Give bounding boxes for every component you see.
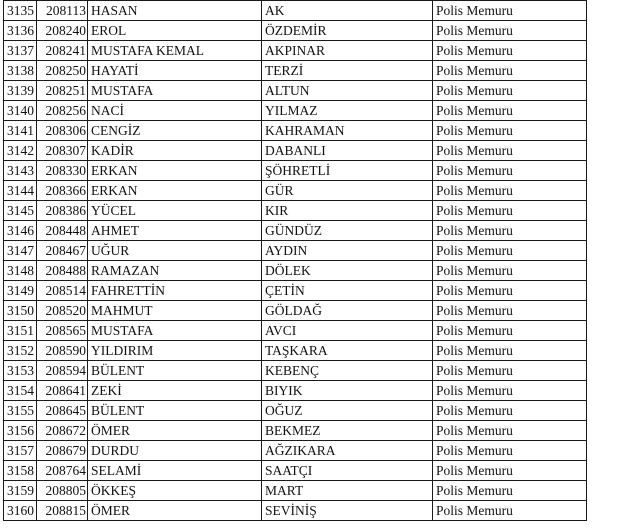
- row-number-cell: 3136: [4, 21, 37, 41]
- table-row: [4, 61, 587, 81]
- row-number-cell: 3151: [4, 321, 37, 341]
- first-name-cell: KADİR: [88, 141, 262, 161]
- last-name-cell: BEKMEZ: [262, 421, 433, 441]
- table-row: [4, 1, 587, 21]
- registry-number-cell: 208250: [37, 61, 88, 81]
- rank-title-cell: Polis Memuru: [433, 341, 587, 361]
- rank-title-cell: Polis Memuru: [433, 81, 587, 101]
- registry-number-cell: 208467: [37, 241, 88, 261]
- rank-title-cell: Polis Memuru: [433, 21, 587, 41]
- row-number-cell: 3141: [4, 121, 37, 141]
- registry-number-cell: 208645: [37, 401, 88, 421]
- row-number-cell: 3155: [4, 401, 37, 421]
- row-number-cell: 3146: [4, 221, 37, 241]
- rank-title-cell: Polis Memuru: [433, 261, 587, 281]
- registry-number-cell: 208672: [37, 421, 88, 441]
- rank-title-cell: Polis Memuru: [433, 201, 587, 221]
- table-row: [4, 241, 587, 261]
- first-name-cell: EROL: [88, 21, 262, 41]
- table-row: [4, 121, 587, 141]
- rank-title-cell: Polis Memuru: [433, 501, 587, 521]
- last-name-cell: GÖLDAĞ: [262, 301, 433, 321]
- last-name-cell: GÜNDÜZ: [262, 221, 433, 241]
- row-number-cell: 3157: [4, 441, 37, 461]
- rank-title-cell: Polis Memuru: [433, 121, 587, 141]
- first-name-cell: AHMET: [88, 221, 262, 241]
- rank-title-cell: Polis Memuru: [433, 281, 587, 301]
- first-name-cell: MUSTAFA: [88, 81, 262, 101]
- first-name-cell: BÜLENT: [88, 361, 262, 381]
- registry-number-cell: 208520: [37, 301, 88, 321]
- row-number-cell: 3159: [4, 481, 37, 501]
- first-name-cell: MUSTAFA KEMAL: [88, 41, 262, 61]
- first-name-cell: ÖMER: [88, 421, 262, 441]
- rank-title-cell: Polis Memuru: [433, 421, 587, 441]
- rank-title-cell: Polis Memuru: [433, 161, 587, 181]
- row-number-cell: 3156: [4, 421, 37, 441]
- table-row: [4, 261, 587, 281]
- first-name-cell: ÖMER: [88, 501, 262, 521]
- first-name-cell: NACİ: [88, 101, 262, 121]
- row-number-cell: 3140: [4, 101, 37, 121]
- registry-number-cell: 208366: [37, 181, 88, 201]
- table-row: [4, 181, 587, 201]
- registry-number-cell: 208306: [37, 121, 88, 141]
- first-name-cell: HAYATİ: [88, 61, 262, 81]
- table-row: [4, 401, 587, 421]
- row-number-cell: 3142: [4, 141, 37, 161]
- first-name-cell: UĞUR: [88, 241, 262, 261]
- table-row: [4, 101, 587, 121]
- row-number-cell: 3150: [4, 301, 37, 321]
- table-row: [4, 501, 587, 521]
- registry-number-cell: 208764: [37, 461, 88, 481]
- table-row: [4, 361, 587, 381]
- registry-number-cell: 208565: [37, 321, 88, 341]
- registry-number-cell: 208330: [37, 161, 88, 181]
- last-name-cell: AVCI: [262, 321, 433, 341]
- registry-number-cell: 208641: [37, 381, 88, 401]
- first-name-cell: ÖKKEŞ: [88, 481, 262, 501]
- rank-title-cell: Polis Memuru: [433, 101, 587, 121]
- personnel-table: [3, 0, 587, 521]
- registry-number-cell: 208448: [37, 221, 88, 241]
- last-name-cell: ÖZDEMİR: [262, 21, 433, 41]
- last-name-cell: TERZİ: [262, 61, 433, 81]
- rank-title-cell: Polis Memuru: [433, 321, 587, 341]
- first-name-cell: BÜLENT: [88, 401, 262, 421]
- table-row: [4, 221, 587, 241]
- first-name-cell: MAHMUT: [88, 301, 262, 321]
- row-number-cell: 3137: [4, 41, 37, 61]
- personnel-table-body: [4, 1, 587, 521]
- last-name-cell: KAHRAMAN: [262, 121, 433, 141]
- first-name-cell: MUSTAFA: [88, 321, 262, 341]
- registry-number-cell: 208805: [37, 481, 88, 501]
- table-row: [4, 21, 587, 41]
- first-name-cell: HASAN: [88, 1, 262, 21]
- table-row: [4, 81, 587, 101]
- rank-title-cell: Polis Memuru: [433, 141, 587, 161]
- row-number-cell: 3145: [4, 201, 37, 221]
- table-row: [4, 161, 587, 181]
- first-name-cell: DURDU: [88, 441, 262, 461]
- last-name-cell: ŞÖHRETLİ: [262, 161, 433, 181]
- table-row: [4, 421, 587, 441]
- table-row: [4, 341, 587, 361]
- table-row: [4, 281, 587, 301]
- table-row: [4, 141, 587, 161]
- registry-number-cell: 208815: [37, 501, 88, 521]
- first-name-cell: FAHRETTİN: [88, 281, 262, 301]
- last-name-cell: SEVİNİŞ: [262, 501, 433, 521]
- rank-title-cell: Polis Memuru: [433, 361, 587, 381]
- last-name-cell: AKPINAR: [262, 41, 433, 61]
- registry-number-cell: 208679: [37, 441, 88, 461]
- last-name-cell: DABANLI: [262, 141, 433, 161]
- table-row: [4, 381, 587, 401]
- last-name-cell: DÖLEK: [262, 261, 433, 281]
- last-name-cell: ÇETİN: [262, 281, 433, 301]
- registry-number-cell: 208307: [37, 141, 88, 161]
- row-number-cell: 3149: [4, 281, 37, 301]
- registry-number-cell: 208251: [37, 81, 88, 101]
- row-number-cell: 3147: [4, 241, 37, 261]
- registry-number-cell: 208590: [37, 341, 88, 361]
- last-name-cell: OĞUZ: [262, 401, 433, 421]
- last-name-cell: TAŞKARA: [262, 341, 433, 361]
- last-name-cell: YILMAZ: [262, 101, 433, 121]
- personnel-list-sheet: [3, 0, 587, 521]
- last-name-cell: AK: [262, 1, 433, 21]
- first-name-cell: CENGİZ: [88, 121, 262, 141]
- last-name-cell: SAATÇI: [262, 461, 433, 481]
- rank-title-cell: Polis Memuru: [433, 181, 587, 201]
- rank-title-cell: Polis Memuru: [433, 441, 587, 461]
- last-name-cell: AYDIN: [262, 241, 433, 261]
- registry-number-cell: 208113: [37, 1, 88, 21]
- last-name-cell: AĞZIKARA: [262, 441, 433, 461]
- last-name-cell: BIYIK: [262, 381, 433, 401]
- row-number-cell: 3154: [4, 381, 37, 401]
- rank-title-cell: Polis Memuru: [433, 221, 587, 241]
- rank-title-cell: Polis Memuru: [433, 61, 587, 81]
- first-name-cell: ERKAN: [88, 181, 262, 201]
- table-row: [4, 301, 587, 321]
- rank-title-cell: Polis Memuru: [433, 381, 587, 401]
- registry-number-cell: 208594: [37, 361, 88, 381]
- row-number-cell: 3152: [4, 341, 37, 361]
- last-name-cell: KEBENÇ: [262, 361, 433, 381]
- table-row: [4, 481, 587, 501]
- last-name-cell: MART: [262, 481, 433, 501]
- row-number-cell: 3135: [4, 1, 37, 21]
- row-number-cell: 3158: [4, 461, 37, 481]
- table-row: [4, 441, 587, 461]
- first-name-cell: YILDIRIM: [88, 341, 262, 361]
- row-number-cell: 3143: [4, 161, 37, 181]
- row-number-cell: 3139: [4, 81, 37, 101]
- registry-number-cell: 208256: [37, 101, 88, 121]
- registry-number-cell: 208386: [37, 201, 88, 221]
- rank-title-cell: Polis Memuru: [433, 41, 587, 61]
- rank-title-cell: Polis Memuru: [433, 481, 587, 501]
- row-number-cell: 3160: [4, 501, 37, 521]
- rank-title-cell: Polis Memuru: [433, 301, 587, 321]
- last-name-cell: GÜR: [262, 181, 433, 201]
- registry-number-cell: 208488: [37, 261, 88, 281]
- first-name-cell: ZEKİ: [88, 381, 262, 401]
- table-row: [4, 201, 587, 221]
- registry-number-cell: 208240: [37, 21, 88, 41]
- last-name-cell: KIR: [262, 201, 433, 221]
- row-number-cell: 3138: [4, 61, 37, 81]
- first-name-cell: YÜCEL: [88, 201, 262, 221]
- row-number-cell: 3148: [4, 261, 37, 281]
- first-name-cell: SELAMİ: [88, 461, 262, 481]
- first-name-cell: ERKAN: [88, 161, 262, 181]
- rank-title-cell: Polis Memuru: [433, 241, 587, 261]
- rank-title-cell: Polis Memuru: [433, 401, 587, 421]
- registry-number-cell: 208241: [37, 41, 88, 61]
- registry-number-cell: 208514: [37, 281, 88, 301]
- first-name-cell: RAMAZAN: [88, 261, 262, 281]
- rank-title-cell: Polis Memuru: [433, 461, 587, 481]
- last-name-cell: ALTUN: [262, 81, 433, 101]
- row-number-cell: 3153: [4, 361, 37, 381]
- table-row: [4, 41, 587, 61]
- rank-title-cell: Polis Memuru: [433, 1, 587, 21]
- table-row: [4, 321, 587, 341]
- row-number-cell: 3144: [4, 181, 37, 201]
- table-row: [4, 461, 587, 481]
